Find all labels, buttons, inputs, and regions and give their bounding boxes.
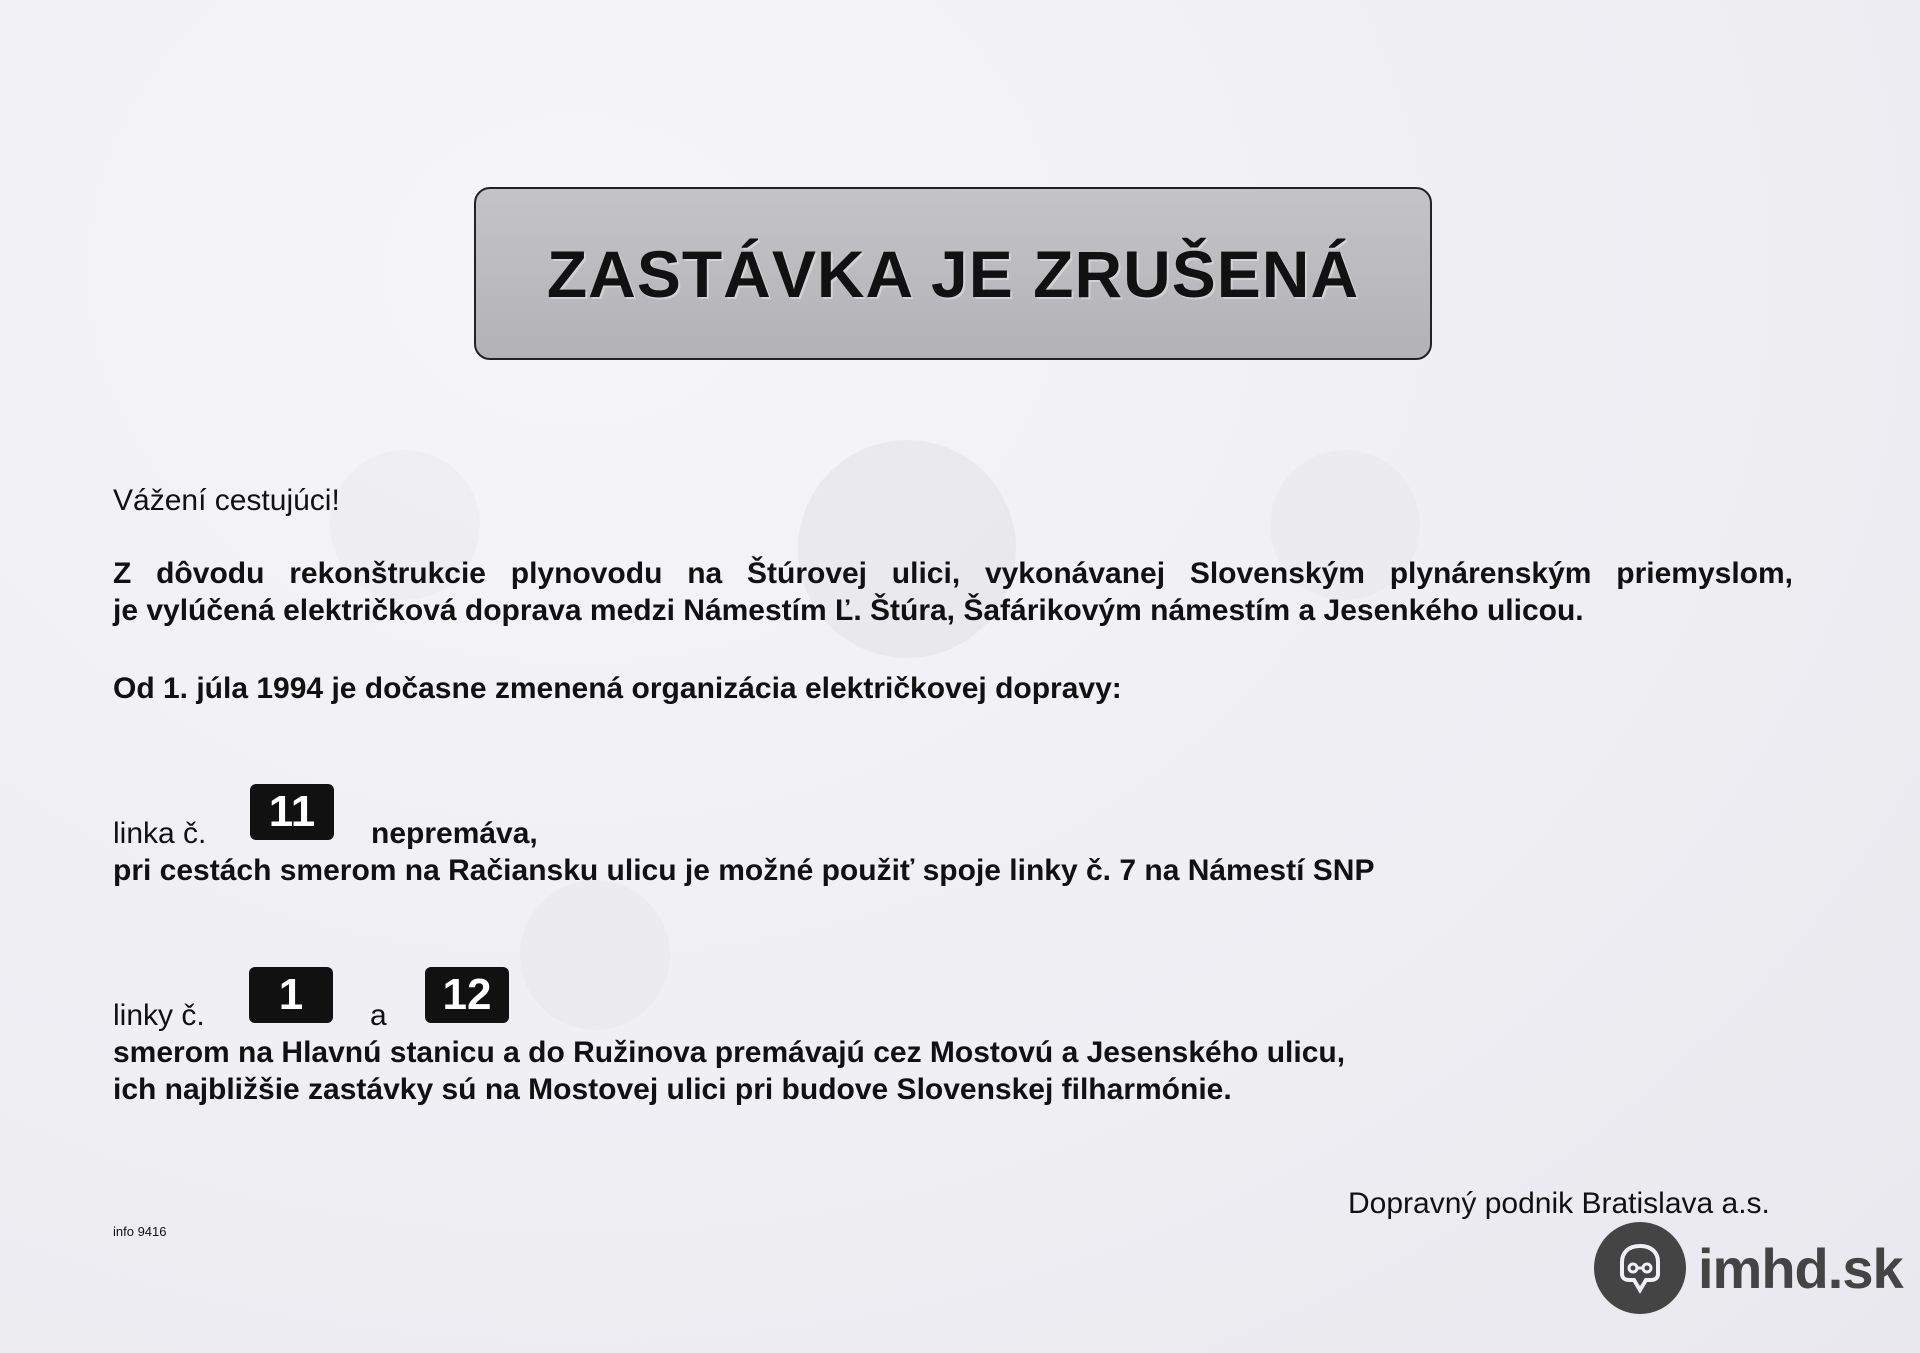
info-code: info 9416 xyxy=(113,1224,167,1239)
line-11-prefix: linka č. xyxy=(113,817,207,850)
line-11-detail: pri cestách smerom na Račiansku ulicu je možné použiť spoje linky č. 7 na Námestí SNP xyxy=(113,854,1375,887)
effective-date-text: Od 1. júla 1994 je dočasne zmenená organizácia električkovej dopravy: xyxy=(113,672,1122,705)
logo-text: imhd.sk xyxy=(1698,1236,1903,1300)
page-title: ZASTÁVKA JE ZRUŠENÁ xyxy=(546,236,1360,311)
lines-1-12-prefix: linky č. xyxy=(113,999,205,1032)
lines-connector: a xyxy=(370,999,387,1032)
lines-1-12-detail-2: ich najbližšie zastávky sú na Mostovej ulici pri budove Slovenskej filharmónie. xyxy=(113,1073,1232,1106)
intro-line-2: je vylúčená električková doprava medzi Námestím Ľ. Štúra, Šafárikovým námestím a Jesenkého ulicou. xyxy=(113,594,1584,627)
line-12-badge: 12 xyxy=(425,967,509,1023)
greeting: Vážení cestujúci! xyxy=(113,484,340,517)
intro-line-1: Z dôvodu rekonštrukcie plynovodu na Štúrovej ulici, vykonávanej Slovenským plynárenským priemyslom, xyxy=(113,557,1793,590)
title-banner xyxy=(474,187,1432,360)
line-11-badge: 11 xyxy=(250,784,334,840)
line-1-badge: 1 xyxy=(249,967,333,1023)
imhd-logo xyxy=(1594,1222,1903,1314)
signature: Dopravný podnik Bratislava a.s. xyxy=(1348,1187,1770,1220)
lines-1-12-detail-1: smerom na Hlavnú stanicu a do Ružinova premávajú cez Mostovú a Jesenského ulicu, xyxy=(113,1036,1346,1069)
imhd-tram-icon xyxy=(1594,1222,1686,1314)
watermark-circle xyxy=(520,880,670,1030)
line-11-status: nepremáva, xyxy=(371,817,538,850)
